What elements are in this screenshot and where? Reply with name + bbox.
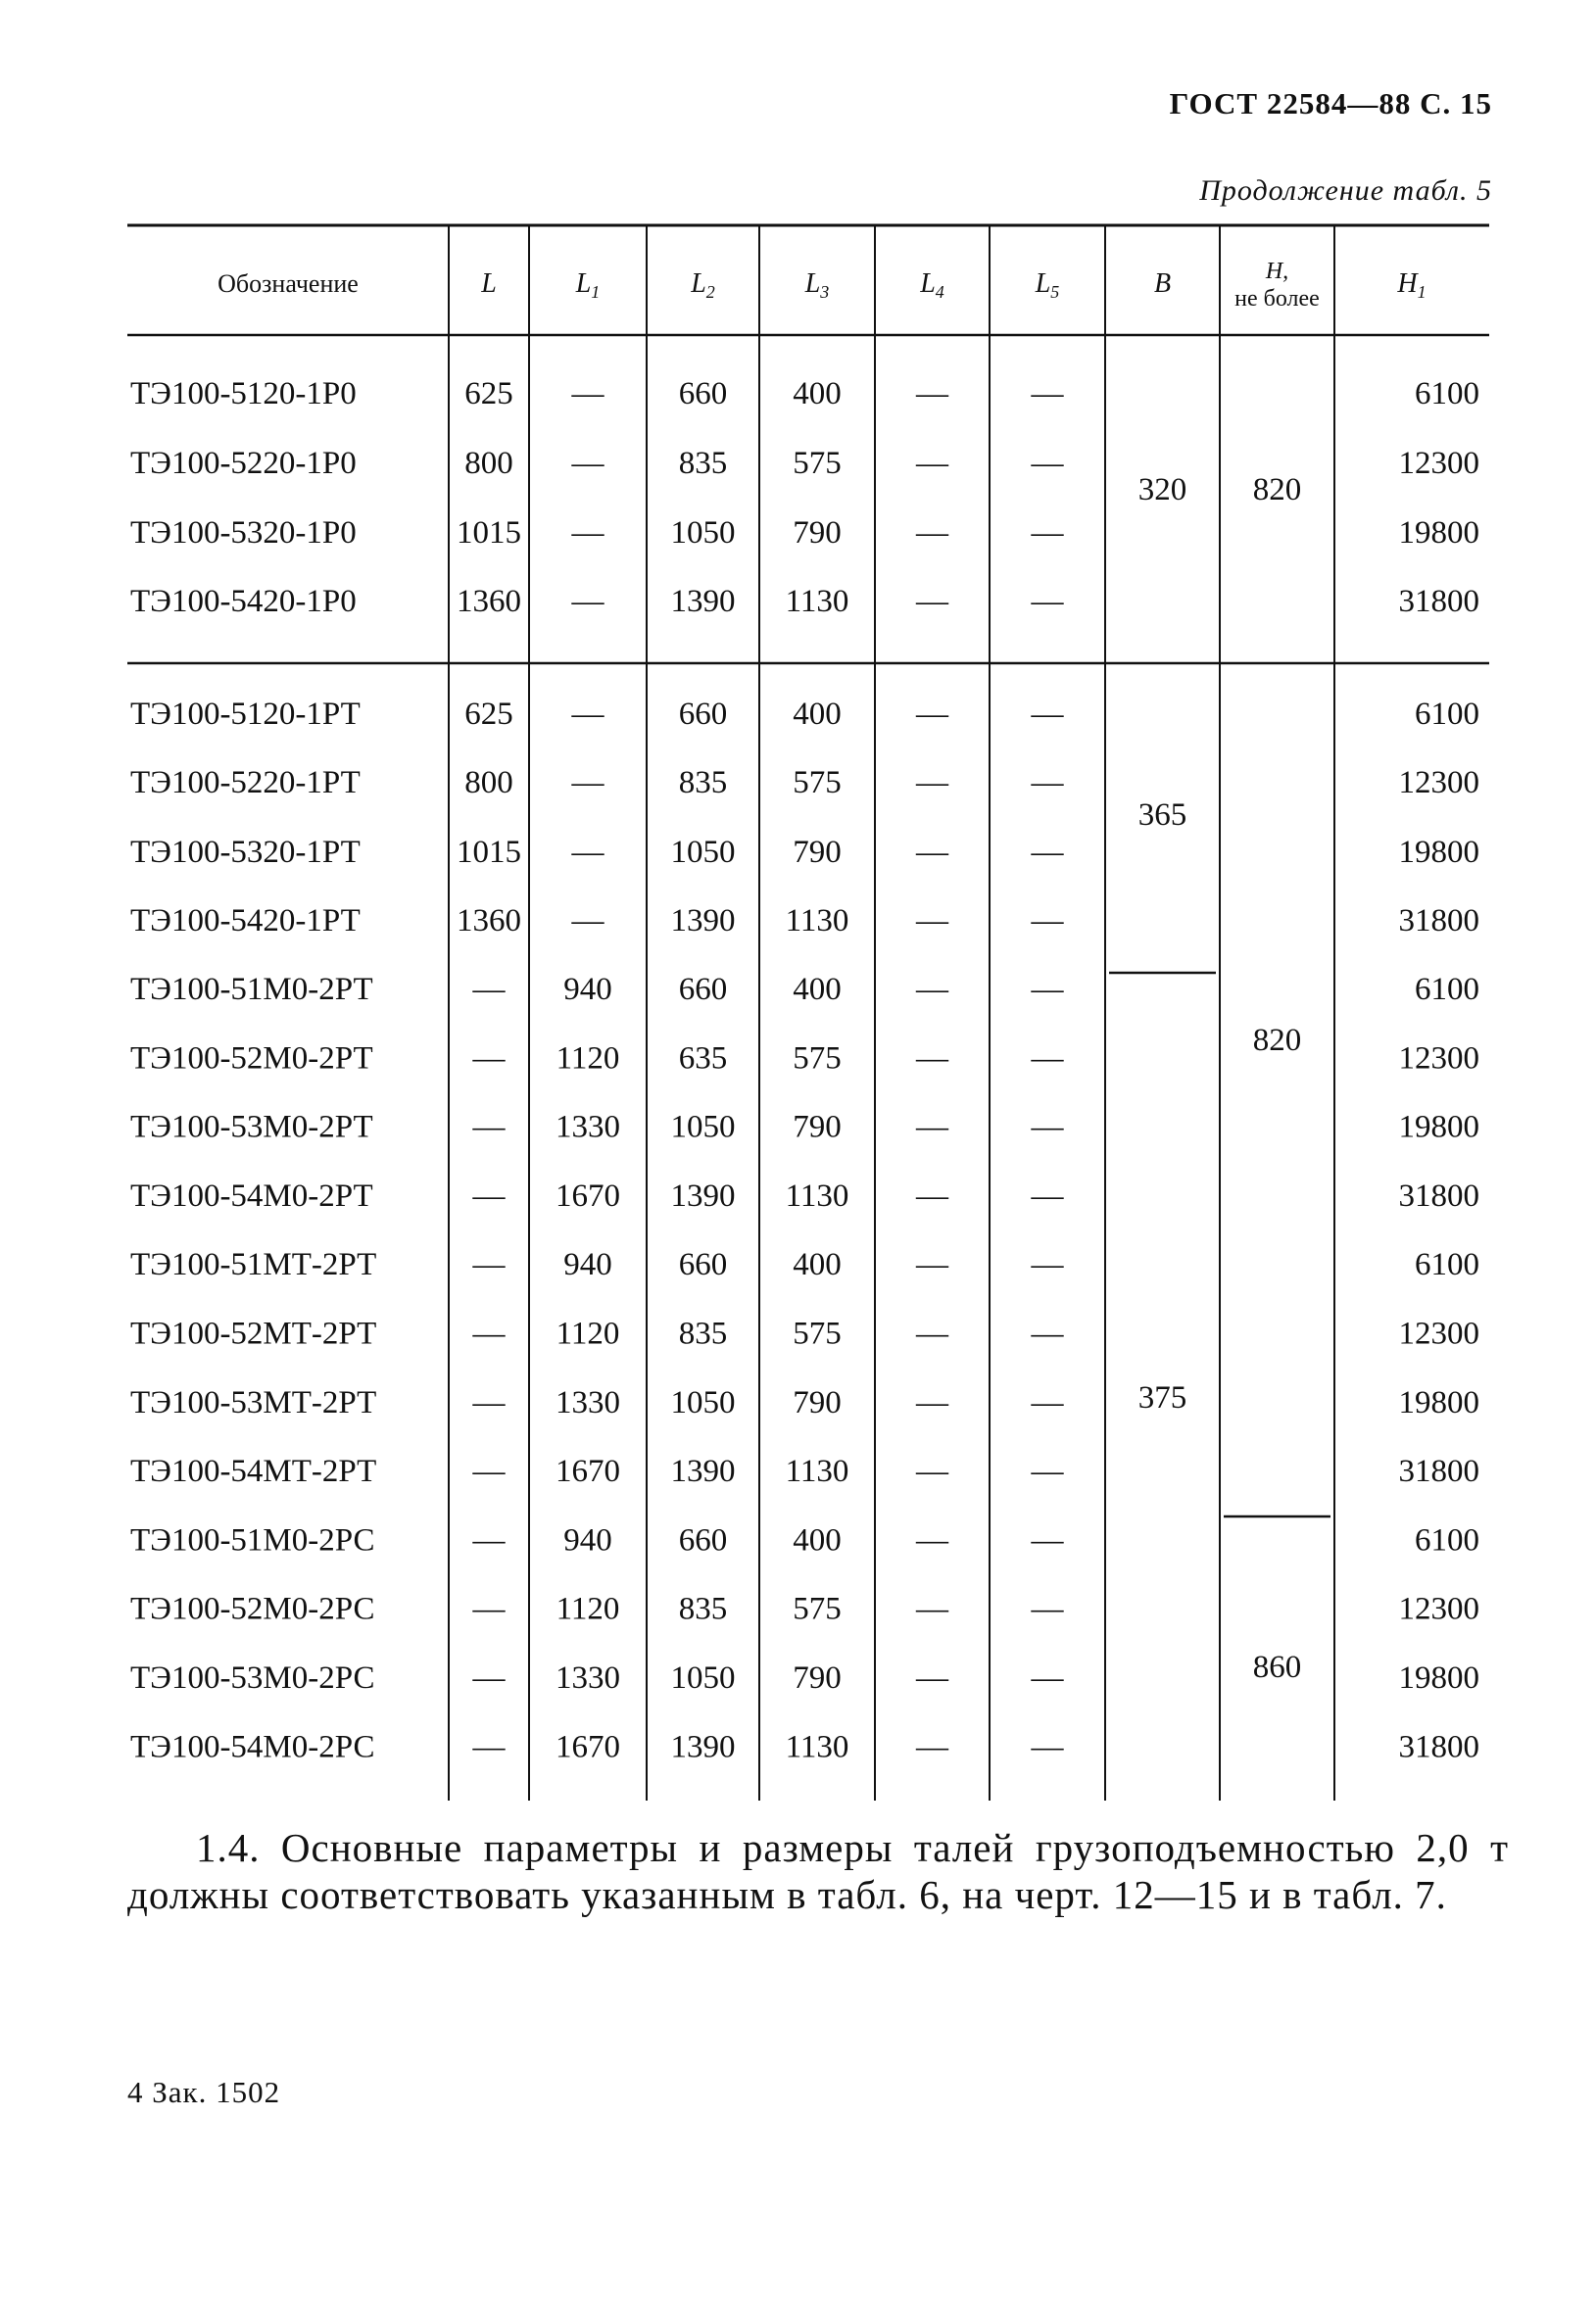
cell-l5: —	[1031, 515, 1064, 551]
cell-l2: 1390	[670, 1729, 736, 1765]
header-l1: $L_1$	[575, 268, 601, 302]
cell-l1: 1120	[556, 1040, 620, 1077]
designation-cell: ТЭ100-52МТ-2РТ	[130, 1316, 377, 1352]
cell-l2: 1050	[670, 1109, 736, 1145]
cell-l3: 790	[793, 1660, 842, 1696]
cell-l3: 575	[793, 1316, 842, 1352]
cell-l: 1360	[457, 584, 521, 619]
cell-h1: 12300	[1398, 1040, 1479, 1077]
table-header	[218, 259, 1426, 312]
cell-l4: —	[916, 1522, 948, 1559]
merged-h-value: 820	[1252, 472, 1302, 507]
cell-l3: 1130	[785, 903, 849, 938]
designation-cell: ТЭ100-51М0-2РТ	[130, 972, 373, 1007]
cell-l4: —	[916, 584, 948, 619]
merged-b-value: 320	[1137, 472, 1187, 507]
cell-l5: —	[1031, 1454, 1064, 1490]
cell-l4: —	[916, 515, 948, 551]
cell-h1: 31800	[1398, 1178, 1479, 1214]
cell-l3: 790	[793, 1384, 842, 1420]
cell-l5: —	[1031, 1384, 1064, 1420]
cell-h1: 6100	[1415, 697, 1479, 732]
cell-l2: 835	[678, 1591, 728, 1627]
designation-cell: ТЭ100-5420-1Р0	[130, 584, 357, 619]
cell-l2: 660	[678, 972, 728, 1007]
cell-l1: 1670	[556, 1454, 620, 1490]
cell-l: —	[472, 1178, 506, 1214]
cell-h1: 31800	[1398, 903, 1479, 938]
designation-cell: ТЭ100-51МТ-2РТ	[130, 1247, 377, 1283]
cell-h1: 31800	[1398, 584, 1479, 619]
merged-h-value: 860	[1252, 1650, 1302, 1685]
cell-l1: —	[571, 515, 605, 551]
cell-l: 800	[464, 765, 513, 800]
cell-l2: 1390	[670, 903, 736, 938]
cell-l3: 790	[793, 515, 842, 551]
cell-l5: —	[1031, 835, 1064, 870]
cell-h1: 6100	[1415, 376, 1479, 411]
cell-l1: 1330	[556, 1384, 620, 1420]
header-l2: $L_2$	[691, 268, 715, 302]
cell-l1: 1670	[556, 1729, 620, 1765]
cell-l4: —	[916, 1591, 948, 1627]
cell-l5: —	[1031, 584, 1064, 619]
cell-l4: —	[916, 1454, 948, 1490]
cell-l1: 940	[563, 1247, 612, 1283]
cell-l3: 790	[793, 1109, 842, 1145]
cell-l5: —	[1031, 1729, 1064, 1765]
cell-l1: —	[571, 903, 605, 938]
table-body	[130, 376, 1479, 1764]
designation-cell: ТЭ100-54М0-2РС	[130, 1729, 375, 1765]
cell-h1: 6100	[1415, 1522, 1479, 1559]
cell-l5: —	[1031, 446, 1064, 481]
cell-l4: —	[916, 765, 948, 800]
cell-l: —	[472, 1522, 506, 1559]
merged-b-value: 365	[1137, 797, 1187, 833]
designation-cell: ТЭ100-54М0-2РТ	[130, 1178, 373, 1214]
cell-l: —	[472, 1660, 506, 1696]
cell-l3: 1130	[785, 584, 849, 619]
cell-l: —	[472, 1384, 506, 1420]
cell-l1: 1330	[556, 1109, 620, 1145]
cell-l2: 835	[678, 446, 728, 481]
cell-h1: 19800	[1398, 1109, 1479, 1145]
cell-l4: —	[916, 835, 948, 870]
cell-l5: —	[1031, 376, 1064, 411]
cell-l3: 575	[793, 1591, 842, 1627]
cell-l3: 575	[793, 1040, 842, 1077]
cell-l1: 1120	[556, 1316, 620, 1352]
cell-l2: 1050	[670, 1660, 736, 1696]
cell-l3: 1130	[785, 1178, 849, 1214]
table-continuation-label: Продолжение табл. 5	[1199, 174, 1492, 207]
header-h-max: H,	[1265, 259, 1289, 284]
cell-l: —	[472, 972, 506, 1007]
cell-l3: 790	[793, 835, 842, 870]
cell-l4: —	[916, 1109, 948, 1145]
cell-l1: 1120	[556, 1591, 620, 1627]
cell-l2: 1390	[670, 1454, 736, 1490]
cell-l2: 1050	[670, 835, 736, 870]
cell-l2: 660	[678, 697, 728, 732]
cell-h1: 6100	[1415, 1247, 1479, 1283]
cell-l: —	[472, 1729, 506, 1765]
cell-l: 1360	[457, 903, 521, 938]
cell-l: 625	[464, 376, 513, 411]
cell-l2: 635	[678, 1040, 728, 1077]
cell-l5: —	[1031, 1109, 1064, 1145]
cell-l1: —	[571, 835, 605, 870]
cell-l5: —	[1031, 1316, 1064, 1352]
cell-h1: 6100	[1415, 972, 1479, 1007]
cell-h1: 31800	[1398, 1729, 1479, 1765]
cell-l2: 835	[678, 1316, 728, 1352]
cell-l: —	[472, 1316, 506, 1352]
cell-l1: —	[571, 446, 605, 481]
cell-l2: 835	[678, 765, 728, 800]
designation-cell: ТЭ100-52М0-2РС	[130, 1591, 375, 1627]
cell-l1: 1330	[556, 1660, 620, 1696]
cell-l: —	[472, 1109, 506, 1145]
cell-l4: —	[916, 1178, 948, 1214]
page-header: ГОСТ 22584—88 С. 15	[1169, 86, 1492, 120]
cell-l3: 400	[793, 697, 842, 732]
cell-l4: —	[916, 1729, 948, 1765]
designation-cell: ТЭ100-53М0-2РС	[130, 1660, 375, 1696]
designation-cell: ТЭ100-53М0-2РТ	[130, 1109, 373, 1145]
header-l3: $L_3$	[804, 268, 830, 302]
cell-l5: —	[1031, 1178, 1064, 1214]
cell-l: 800	[464, 446, 513, 481]
cell-l4: —	[916, 376, 948, 411]
designation-cell: ТЭ100-5120-1Р0	[130, 376, 357, 411]
designation-cell: ТЭ100-5220-1РТ	[130, 765, 361, 800]
header-l: L	[481, 268, 497, 299]
cell-l2: 660	[678, 1522, 728, 1559]
cell-l3: 400	[793, 1522, 842, 1559]
designation-cell: ТЭ100-5120-1РТ	[130, 697, 361, 732]
cell-l4: —	[916, 446, 948, 481]
cell-l: —	[472, 1454, 506, 1490]
designation-cell: ТЭ100-5320-1РТ	[130, 835, 361, 870]
cell-l: 1015	[457, 835, 521, 870]
designation-cell: ТЭ100-54МТ-2РТ	[130, 1454, 377, 1490]
cell-l2: 660	[678, 376, 728, 411]
cell-l3: 400	[793, 1247, 842, 1283]
cell-l3: 575	[793, 446, 842, 481]
header-b: B	[1153, 268, 1172, 299]
cell-h1: 19800	[1398, 1660, 1479, 1696]
merged-h-value: 820	[1252, 1023, 1302, 1058]
cell-l4: —	[916, 1040, 948, 1077]
cell-l4: —	[916, 972, 948, 1007]
header-h-max-suffix: не более	[1234, 286, 1320, 312]
cell-l5: —	[1031, 1247, 1064, 1283]
cell-l1: 940	[563, 1522, 612, 1559]
designation-cell: ТЭ100-5320-1Р0	[130, 515, 357, 551]
designation-cell: ТЭ100-53МТ-2РТ	[130, 1384, 377, 1420]
cell-l3: 1130	[785, 1729, 849, 1765]
cell-l: —	[472, 1040, 506, 1077]
paragraph-1-4: 1.4. Основные параметры и размеры талей грузоподъемностью 2,0 т должны соответствовать указанным в табл. 6, на черт. 12—15 и в табл. 7.	[127, 1825, 1509, 1917]
cell-l5: —	[1031, 765, 1064, 800]
designation-cell: ТЭ100-5420-1РТ	[130, 903, 361, 938]
cell-l4: —	[916, 1247, 948, 1283]
header-l4: $L_4$	[920, 268, 944, 302]
cell-l1: 1670	[556, 1178, 620, 1214]
cell-l4: —	[916, 697, 948, 732]
designation-cell: ТЭ100-51М0-2РС	[130, 1522, 375, 1559]
cell-l4: —	[916, 1316, 948, 1352]
cell-l5: —	[1031, 697, 1064, 732]
cell-l3: 575	[793, 765, 842, 800]
cell-h1: 19800	[1398, 515, 1479, 551]
cell-l1: —	[571, 376, 605, 411]
cell-l1: —	[571, 697, 605, 732]
cell-h1: 19800	[1398, 1384, 1479, 1420]
cell-h1: 19800	[1398, 835, 1479, 870]
cell-l: 1015	[457, 515, 521, 551]
cell-l1: 940	[563, 972, 612, 1007]
cell-l2: 1390	[670, 584, 736, 619]
cell-l: —	[472, 1591, 506, 1627]
cell-l5: —	[1031, 903, 1064, 938]
cell-h1: 12300	[1398, 1316, 1479, 1352]
cell-l3: 400	[793, 972, 842, 1007]
cell-l2: 660	[678, 1247, 728, 1283]
cell-l2: 1050	[670, 1384, 736, 1420]
designation-cell: ТЭ100-5220-1Р0	[130, 446, 357, 481]
header-h1: $H_1$	[1397, 268, 1427, 302]
print-order-footer: 4 Зак. 1502	[127, 2075, 281, 2109]
cell-l3: 1130	[785, 1454, 849, 1490]
cell-l5: —	[1031, 1591, 1064, 1627]
cell-l4: —	[916, 903, 948, 938]
cell-l2: 1050	[670, 515, 736, 551]
header-l5: $L_5$	[1035, 268, 1060, 302]
cell-l2: 1390	[670, 1178, 736, 1214]
cell-l5: —	[1031, 1040, 1064, 1077]
cell-h1: 12300	[1398, 1591, 1479, 1627]
cell-l4: —	[916, 1660, 948, 1696]
cell-l5: —	[1031, 1522, 1064, 1559]
header-designation: Обозначение	[218, 269, 359, 298]
cell-l1: —	[571, 584, 605, 619]
cell-l: —	[472, 1247, 506, 1283]
cell-l4: —	[916, 1384, 948, 1420]
cell-h1: 12300	[1398, 446, 1479, 481]
cell-l1: —	[571, 765, 605, 800]
merged-b-value: 375	[1137, 1380, 1187, 1416]
designation-cell: ТЭ100-52М0-2РТ	[130, 1040, 373, 1077]
cell-h1: 12300	[1398, 765, 1479, 800]
cell-l3: 400	[793, 376, 842, 411]
cell-h1: 31800	[1398, 1454, 1479, 1490]
cell-l5: —	[1031, 972, 1064, 1007]
cell-l: 625	[464, 697, 513, 732]
cell-l5: —	[1031, 1660, 1064, 1696]
